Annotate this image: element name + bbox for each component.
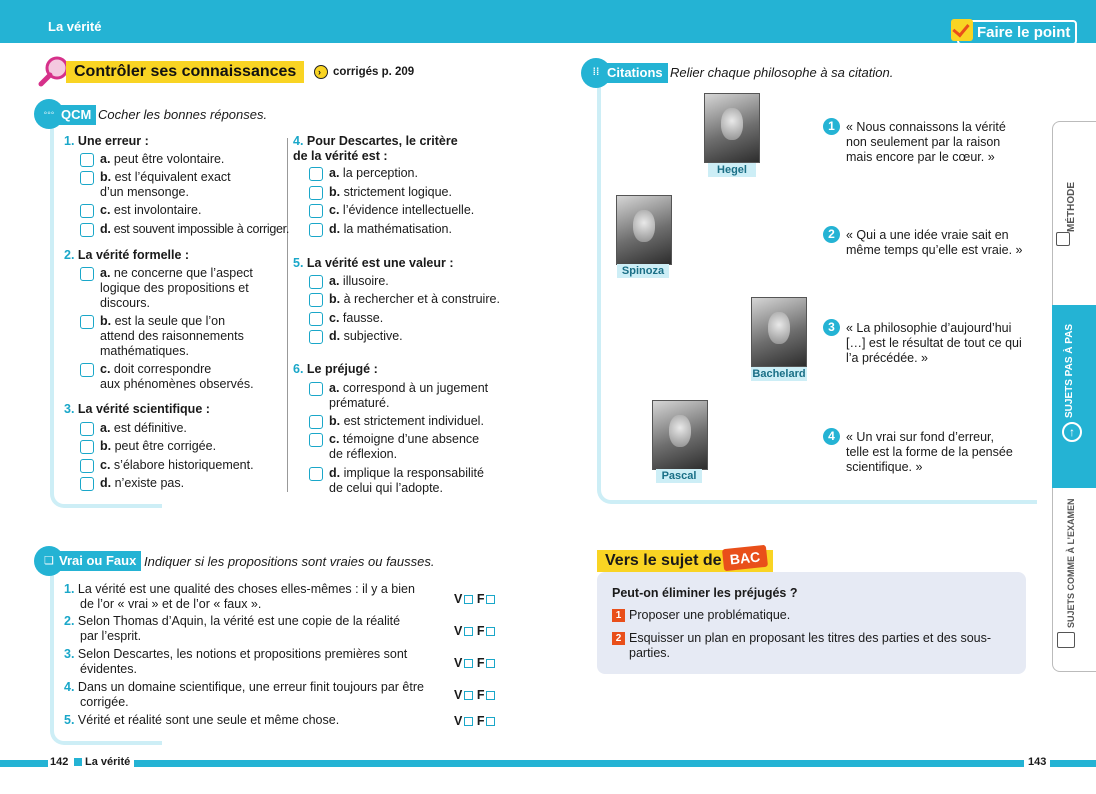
option-6d[interactable]: d. implique la responsabilité de celui qui l’adopte. xyxy=(309,466,484,496)
spinoza-label[interactable]: Spinoza xyxy=(617,264,669,278)
checkbox[interactable] xyxy=(309,330,323,344)
faire-le-point-label: Faire le point xyxy=(977,24,1071,41)
vrai-faux-tag: Vrai ou Faux xyxy=(54,551,141,571)
vf-item-5: 5. Vérité et réalité sont une seule et même chose. xyxy=(64,713,340,727)
column-divider xyxy=(287,138,288,492)
pascal-portrait xyxy=(652,400,708,470)
vrai-faux-instruction: Indiquer si les propositions sont vraies ou fausses. xyxy=(144,554,435,569)
checkmark-icon xyxy=(951,19,973,41)
option-4b[interactable]: b. strictement logique. xyxy=(309,185,452,200)
tab-methode[interactable]: MÉTHODE xyxy=(1066,182,1077,232)
vrai-faux-icon: ❏ xyxy=(34,546,64,576)
bac-badge: BAC xyxy=(722,545,768,571)
checkbox[interactable] xyxy=(309,312,323,326)
bac-title: Vers le sujet de xyxy=(597,550,773,572)
qcm-instruction: Cocher les bonnes réponses. xyxy=(98,107,268,122)
checkbox[interactable] xyxy=(80,422,94,436)
arrow-glyph: › xyxy=(318,67,321,77)
checkbox[interactable] xyxy=(80,315,94,329)
question-6-title: 6. Le préjugé : xyxy=(293,362,378,376)
qcm-icon: ◦◦◦ xyxy=(34,99,64,129)
vf-choice-5[interactable]: V F xyxy=(454,714,495,728)
checkbox[interactable] xyxy=(309,275,323,289)
checkbox[interactable] xyxy=(80,477,94,491)
checkbox[interactable] xyxy=(309,382,323,396)
page-number-left: 142 xyxy=(50,756,71,768)
checkbox[interactable] xyxy=(80,267,94,281)
vf-choice-2[interactable]: V F xyxy=(454,624,495,638)
vf-item-1: 1. La vérité est une qualité des choses elles-mêmes : il y a bien de l’or « vrai » et de l’or « faux ». xyxy=(64,582,415,611)
vf-choice-4[interactable]: V F xyxy=(454,688,495,702)
option-5a[interactable]: a. illusoire. xyxy=(309,274,389,289)
quote-1-number: 1 xyxy=(823,118,840,135)
methode-icon xyxy=(1056,232,1070,246)
corriges-link[interactable]: corrigés p. 209 xyxy=(333,66,415,78)
footer-bar-right-2 xyxy=(1050,760,1096,767)
option-1d[interactable]: d. est souvent impossible à corriger. xyxy=(80,222,289,237)
option-4d[interactable]: d. la mathématisation. xyxy=(309,222,452,237)
footer-bar-right xyxy=(548,760,1024,767)
checkbox[interactable] xyxy=(309,433,323,447)
citations-instruction: Relier chaque philosophe à sa citation. xyxy=(670,65,894,80)
bachelard-label[interactable]: Bachelard xyxy=(752,368,806,380)
footer-bar-left xyxy=(0,760,48,767)
checkbox[interactable] xyxy=(80,223,94,237)
option-1c[interactable]: c. est involontaire. xyxy=(80,203,201,218)
quote-4[interactable]: « Un vrai sur fond d’erreur, telle est la forme de la pensée scientifique. » xyxy=(846,430,1013,474)
checkbox[interactable] xyxy=(309,293,323,307)
arrow-up-icon: ↑ xyxy=(1062,422,1082,442)
arrow-right-icon xyxy=(314,65,328,79)
option-3d[interactable]: d. n’existe pas. xyxy=(80,476,184,491)
page-number-right: 143 xyxy=(1028,756,1047,768)
checkbox[interactable] xyxy=(309,186,323,200)
option-3a[interactable]: a. est définitive. xyxy=(80,421,187,436)
bac-question: Peut-on éliminer les préjugés ? xyxy=(612,586,798,600)
step-2-text: Esquisser un plan en proposant les titres des parties et des sous- parties. xyxy=(629,631,992,660)
top-banner xyxy=(0,0,1096,43)
quote-1[interactable]: « Nous connaissons la vérité non seulement par la raison mais encore par le cœur. » xyxy=(846,120,1006,164)
question-4-title: 4. Pour Descartes, le critère de la vérité est : xyxy=(293,134,458,163)
quote-2[interactable]: « Qui a une idée vraie sait en même temps qu’elle est vraie. » xyxy=(846,228,1023,257)
step-1-number: 1 xyxy=(612,609,625,622)
citations-icon: ⁞⁞ xyxy=(581,58,611,88)
option-1b[interactable]: b. est l’équivalent exact d’un mensonge. xyxy=(80,170,231,200)
option-1a[interactable]: a. peut être volontaire. xyxy=(80,152,224,167)
checkbox[interactable] xyxy=(309,204,323,218)
option-2a[interactable]: a. ne concerne que l’aspect logique des propositions et discours. xyxy=(80,266,253,311)
step-2-number: 2 xyxy=(612,632,625,645)
checkbox[interactable] xyxy=(309,223,323,237)
question-5-title: 5. La vérité est une valeur : xyxy=(293,256,454,270)
checkbox[interactable] xyxy=(80,363,94,377)
pascal-label[interactable]: Pascal xyxy=(656,469,702,483)
question-1-title: 1. Une erreur : xyxy=(64,134,149,148)
quote-3-number: 3 xyxy=(823,319,840,336)
vf-choice-3[interactable]: V F xyxy=(454,656,495,670)
faire-le-point-banner xyxy=(957,20,1077,45)
option-5b[interactable]: b. à rechercher et à construire. xyxy=(309,292,500,307)
citations-tag: Citations xyxy=(602,63,668,83)
vf-item-3: 3. Selon Descartes, les notions et propositions premières sont évidentes. xyxy=(64,647,408,676)
vf-item-2: 2. Selon Thomas d’Aquin, la vérité est une copie de la réalité par l’esprit. xyxy=(64,614,401,643)
option-2c[interactable]: c. doit correspondre aux phénomènes observés. xyxy=(80,362,254,392)
qcm-tag: QCM xyxy=(56,105,96,125)
option-6b[interactable]: b. est strictement individuel. xyxy=(309,414,484,429)
checkbox[interactable] xyxy=(309,415,323,429)
footer-bar-left-2 xyxy=(128,760,548,767)
footer-chapter-title: La vérité xyxy=(85,756,134,768)
chapter-title: La vérité xyxy=(48,19,102,34)
option-3c[interactable]: c. s’élabore historiquement. xyxy=(80,458,254,473)
examen-icon xyxy=(1057,632,1075,648)
quote-2-number: 2 xyxy=(823,226,840,243)
checkbox[interactable] xyxy=(80,459,94,473)
checkbox[interactable] xyxy=(80,440,94,454)
quote-4-number: 4 xyxy=(823,428,840,445)
vf-item-4: 4. Dans un domaine scientifique, une erreur finit toujours par être corrigée. xyxy=(64,680,424,709)
option-4c[interactable]: c. l’évidence intellectuelle. xyxy=(309,203,474,218)
checkbox[interactable] xyxy=(309,467,323,481)
option-6c[interactable]: c. témoigne d’une absence de réflexion. xyxy=(309,432,479,462)
option-4a[interactable]: a. la perception. xyxy=(309,166,418,181)
question-3-title: 3. La vérité scientifique : xyxy=(64,402,210,416)
checkbox[interactable] xyxy=(80,171,94,185)
vf-choice-1[interactable]: V F xyxy=(454,592,495,606)
option-5d[interactable]: d. subjective. xyxy=(309,329,403,344)
tab-sujets-examen[interactable]: SUJETS COMME À L’EXAMEN xyxy=(1066,498,1076,628)
footer-square xyxy=(74,758,82,766)
option-6a[interactable]: a. correspond à un jugement prématuré. xyxy=(309,381,488,411)
checkbox[interactable] xyxy=(80,153,94,167)
checkbox[interactable] xyxy=(80,204,94,218)
hegel-portrait xyxy=(704,93,760,163)
section-title-controler: Contrôler ses connaissances xyxy=(66,61,304,83)
question-2-title: 2. La vérité formelle : xyxy=(64,248,190,262)
checkbox[interactable] xyxy=(309,167,323,181)
bachelard-portrait xyxy=(751,297,807,367)
option-2b[interactable]: b. est la seule que l’on attend des raisonnements mathématiques. xyxy=(80,314,244,359)
option-3b[interactable]: b. peut être corrigée. xyxy=(80,439,216,454)
tab-sujets-pas-a-pas[interactable]: SUJETS PAS À PAS xyxy=(1064,323,1075,418)
quote-3[interactable]: « La philosophie d’aujourd’hui […] est le résultat de tout ce qui l’a précédée. » xyxy=(846,321,1022,365)
spinoza-portrait xyxy=(616,195,672,265)
option-5c[interactable]: c. fausse. xyxy=(309,311,383,326)
hegel-label[interactable]: Hegel xyxy=(708,163,756,177)
step-1-text: Proposer une problématique. xyxy=(629,608,791,622)
